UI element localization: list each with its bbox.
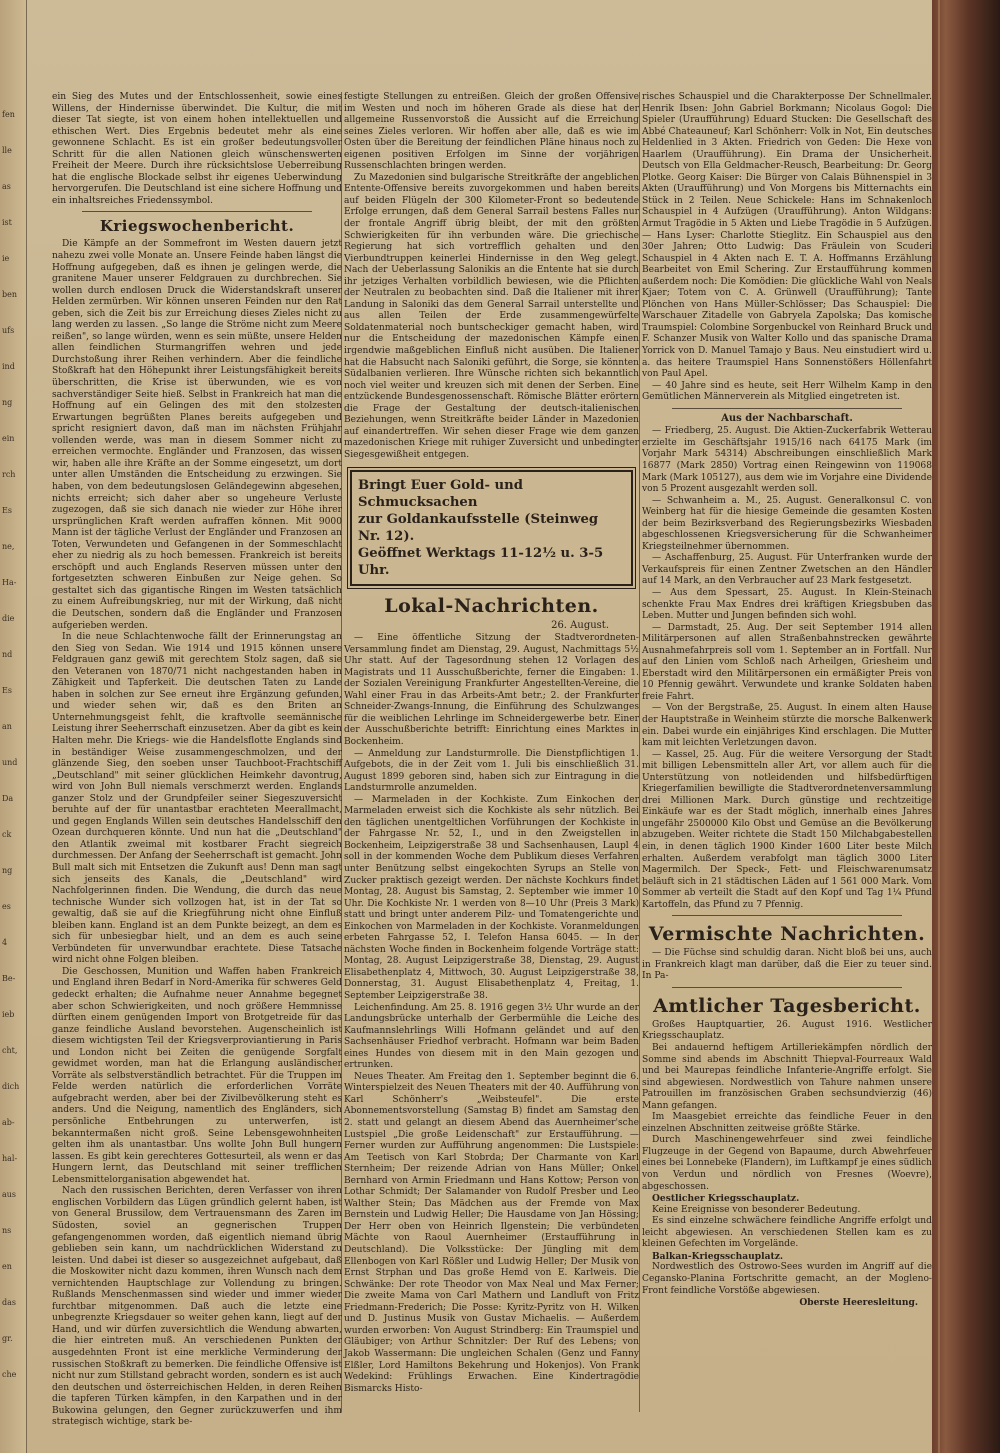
previous-page-fragment: an (2, 722, 12, 731)
report-signature: Oberste Heeresleitung. (799, 1297, 918, 1309)
intro-paragraph: ein Sieg des Mutes und der Entschlossenheit, sowie eines Willens, der Hindernisse überwindet. Die Kultur, die mit dieser Tat siegte, ist von einem hohen intellektuellen und ethischen Wert. Dies Ergebnis bedeutet mehr als eine gewonnene Schlacht. Es ist ein großer bedeutungsvoller Schritt für die allen Nationen gleich wünschenswerten Freiheit der Meere. Durch ihre rücksichtslose Ueberreibung hat die englische Blockade selbst ihr eigenes Ueberwindung hervorgerufen. Die Deutschland ist eine sichere Hoffnung und ein inhaltsreiches Friedenssymbol. (52, 92, 342, 206)
previous-page-fragment: ind (2, 362, 15, 371)
dateline: 26. August. (551, 619, 609, 631)
article-paragraph: — 40 Jahre sind es heute, seit Herr Wilhelm Kamp in den Gemütlichen Männerverein als Mitglied eingetreten ist. (642, 380, 932, 403)
previous-page-fragment: en (2, 1262, 12, 1271)
previous-page-fragment: rch (2, 470, 16, 479)
section-divider (82, 211, 312, 212)
report-paragraph: Bei andauernd heftigem Artilleriekämpfen nördlich der Somme sind abends im Abschnitt Thiepval-Fourreaux Wald und bei Maurepas feindliche Infanterie-Angriffe erfolgt. Sie sind abgewiesen. Nordwestlich von Tahure nahmen unsere Patrouillen im französischen Graben sechsundvierzig (46) Mann gefangen. (642, 1043, 932, 1111)
previous-page-fragment: ie (2, 254, 10, 263)
book-binding (932, 0, 1000, 1453)
section-divider (672, 915, 902, 916)
article-paragraph: — Darmstadt, 25. Aug. Der seit September 1914 allen Militärpersonen auf allen Straßenbahnstrecken gewährte Ausnahmefahrpreis soll vom 1. September an in Fortfall. Nur auf den Linien vom Schloß nach Arheilgen, Griesheim und Eberstadt wird den Militärpersonen ein ermäßigter Preis von 10 Pfennig gewährt. Verwundete und kranke Soldaten haben freie Fahrt. (642, 622, 932, 702)
section-divider (672, 408, 902, 409)
column-3 (642, 92, 932, 1412)
previous-page-fragment: ab- (2, 1118, 15, 1127)
previous-page-fragment: ieb (2, 1010, 15, 1019)
article-paragraph: Die Kämpfe an der Sommefront im Westen dauern jetzt nahezu zwei volle Monate an. Unsere Feinde haben längst die Hoffnung aufgegeben, daß es ihnen je gelingen werde, die granitene Mauer unserer Feldgrauen zu durchbrechen. Sie wollen durch endlosen Druck die Widerstandskraft unserer Helden zermürben. Wir können unseren Feinden nur den Rat geben, sich die Zeit bis zur Erreichung dieses Zieles nicht zu lang werden zu lassen. „So lange die Ströme nicht zum Meere reißen", so lange würden, wenn es sein müßte, unsere Helden allen feindlichen Sturmangriffen wehren und jede Durchstoßung ihrer Reihen verhindern. Aber die feindliche Stoßkraft hat den Höhepunkt ihrer Leistungsfähigkeit bereits überschritten, die Krise ist überwunden, wie es von sachverständiger Seite hieß. Selbst in Frankreich hat man die Hoffnung auf ein Gelingen des mit den stolzesten Erwartungen begrüßten Planes bereits aufgegeben und spricht resigniert davon, daß man im nächsten Frühjahr vollenden werde, was man in diesem Sommer nicht zu erreichen vermochte. Engländer und Franzosen, das wissen wir, haben alle ihre Kräfte an der Somme eingesetzt, um dort unter allen Umständen die Entscheidung zu erzwingen. Sie haben, von dem bedeutungslosen Geländegewinn abgesehen, nichts erreicht; sich daher aber so ungeheure Verluste zugezogen, daß sie sich danach nie wieder zur Höhe ihrer ursprünglichen Kraft werden aufraffen können. Mit 9000 Mann ist der tägliche Verlust der Engländer und Franzosen an Toten, Verwundeten und Gefangenen in der Sommeschlacht eher zu niedrig als zu hoch bemessen. Frankreich ist bereits erschöpft und auch Englands Reserven müssen unter den fortgesetzten schweren Einbußen zur Neige gehen. So gestaltet sich das gigantische Ringen im Westen tatsächlich zu einem Aufreibungskrieg, nur mit der Wirkung, daß nicht die Deutschen, sondern daß die Engländer und Franzosen aufgerieben werden. (52, 239, 342, 631)
previous-page-fragment: Be- (2, 974, 16, 983)
article-paragraph: risches Schauspiel und die Charakterposse Der Schnellmaler. Henrik Ibsen: John Gabriel Borkmann; Nicolaus Gogol: Die Spieler (Uraufführung) Eduard Stucken: Die Gesellschaft des Abbé Chateauneuf; Karl Schönherr: Volk in Not, Ein deutsches Heldenlied in 3 Akten. Friedrich von Geden: Die Hexe von Haarlem (Uraufführung). Ein Drama der Unsicherheit. Deutsch von Ella Geldmacher-Reusch, Bearbeitung: Dr. Georg Plotke. Georg Kaiser: Die Bürger von Calais Bühnenspiel in 3 Akten (Uraufführung) und Von Morgens bis Mitternachts ein Stück in 2 Teilen. Neue Schickele: Hans im Schnakenloch Schauspiel in 4 Aufzügen (Uraufführung). Anton Wildgans: Armut Tragödie in 5 Akten und Liebe Tragödie in 5 Aufzügen. — Hans Lyser: Charlotte Stieglitz. Ein Schauspiel aus den 30er Jahren; Otto Ludwig: Das Fräulein von Scuderi Schauspiel in 4 Akten nach E. T. A. Hoffmanns Erzählung Bearbeitet von Emil Schering. Zur Erstaufführung kommen außerdem noch: Die Komödien: Die glückliche Wahl von Neals Kjaer; Totem von C. A. Grünwell (Uraufführung); Tante Plönchen von Hans Müller-Schlösser; Das Schauspiel: Die Warschauer Zitadelle von Gabryela Zapolska; Das komische Traumspiel: Colombine Sorgenbuckel von Reinhard Bruck und F. Schanzer Musik von Walter Kollo und das spanische Drama Yorrick von D. Manuel Tamajo y Baus. Neu einstudiert wird u. a. das heitere Traumspiel Hans Sonnenstößers Höllenfahrt von Paul Apel. (642, 92, 932, 380)
ad-line: Bringt Euer Gold- und Schmucksachen (358, 477, 523, 510)
previous-page-margin (0, 0, 27, 1453)
previous-page-fragment: ben (2, 290, 18, 299)
article-paragraph: Neues Theater. Am Freitag den 1. September beginnt die 6. Winterspielzeit des Neuen Theaters mit der 40. Aufführung von Karl Schönherr's „Weibsteufel". Die erste Abonnementsvorstellung (Samstag B) findet am Samstag den 2. statt und gelangt an diesem Abend das Auernheimer'sche Lustspiel „Die große Leidenschaft" zur Erstaufführung. — Ferner wurden zur Aufführung angenommen: Die Lustspiele: Am Teetisch von Karl Stobrda; Der Charmante von Karl Sternheim; Der reizende Adrian von Hans Müller; Onkel Bernhard von Armin Friedmann und Hans Kottow; Person von Lothar Schmidt; Der Salamander von Rudolf Presber und Leo Walther Stein; Das Mädchen aus der Fremde von Max Bernstein und Ludwig Heller; Die Hausdame von Jan Hössing; Der Herr oben von Heinrich Ilgenstein; Die verbündeten Mächte von Raoul Auernheimer (Erstaufführung in Deutschland). Die Volksstücke: Der Jüngling mit dem Ellenbogen von Karl Rößler und Ludwig Heller; Der Musik von Ernst Strphan und Das große Hemd von E. Karlweis. Die Schwänke: Der rote Theodor von Max Neal und Max Ferner; Die zweite Mama von Carl Mathern und Landluft von Fritz Friedmann-Frederich; Die Posse: Kyritz-Pyritz von H. Wilken und D. Justinus Musik von Gustav Michaelis. — Außerdem wurden erworben: Von August Strindberg: Ein Traumspiel und Gläubiger; von Arthur Schnitzler: Der Ruf des Lebens; von Jakob Wassermann: Die ungleichen Schalen (Genz und Fanny Elßler, Lord Hamiltons Bekehrung und Hokenjos). Von Frank Wedekind: Frühlings Erwachen. Eine Kindertragödie Bismarcks Histo- (344, 1071, 639, 1394)
article-paragraph: festigte Stellungen zu entreißen. Gleich der großen Offensive im Westen und noch im höheren Grade als diese hat der allgemeine Russenvorstoß die Aussicht auf die Erreichung seines Zieles verloren. Wir hoffen aber alle, daß es wie im Osten über die Bereitung der feindlichen Pläne hinaus noch zu eigenen positiven Erfolgen im Sinne der vorjährigen Russenschlachten bringen werden. (344, 92, 639, 172)
report-paragraph: Nordwestlich des Ostrowo-Sees wurden im Angriff auf die Cegansko-Planina Fortschritte gemacht, an der Mogleno-Front feindliche Vorstöße abgewiesen. (642, 1262, 932, 1296)
amtlicher-tagesbericht-heading: Amtlicher Tagesbericht. (653, 994, 921, 1017)
ad-line: Geöffnet Werktags 11-12½ u. 3-5 Uhr. (358, 545, 604, 578)
previous-page-fragment: Ha- (2, 578, 17, 587)
article-paragraph: Nach den russischen Berichten, deren Verfasser von ihren englischen Vorbildern das Lügen gründlich gelernt haben, ist von General Brussilow, dem Vertrauensmann des Zaren im Südosten, soviel an gegnerischen Truppen gefangengenommen worden, daß eigentlich niemand übrig geblieben sein kann, um nachdrücklichen Widerstand zu leisten. Und dabei ist dieser so ausgezeichnet aufgebaut, daß die Moskowiter nicht dazu kommen, ihren Wunsch nach dem vernichtenden Hauptschlage zur Vollendung zu bringen. Rußlands Menschenmassen sind wieder und immer wieder furchtbar mitgenommen. Daß auch die letzte eine unbegrenzte Kriegsdauer so weiter gehen kann, liegt auf der Hand, und wir dürfen zuversichtlich die Wendung abwarten, die hier eintreten muß. An verschiedenen Punkten der ausgedehnten Front ist eine merkliche Verminderung der russischen Stoßkraft zu bemerken. Die feindliche Offensive ist nicht nur zum Stillstand gebracht worden, sondern es ist auch den deutschen und österreichischen Helden, in deren Reihen die tapferen Türken kämpfen, in den Karpathen und in der Bukowina gelungen, den Gegner zurückzuwerfen und ihm strategisch wichtige, stark be- (52, 1186, 342, 1428)
previous-page-fragment: ne, (2, 542, 15, 551)
report-paragraph: Keine Ereignisse von besonderer Bedeutung. (652, 1204, 861, 1215)
previous-page-fragment: Da (2, 794, 14, 803)
previous-page-fragment: es (2, 902, 11, 911)
article-paragraph: Zu Mazedonien sind bulgarische Streitkräfte der angeblichen Entente-Offensive bereits zuvorgekommen und haben bereits auf beiden Flügeln der 300 Kilometer-Front so bedeutende Erfolge errungen, daß dem General Sarrail bestens Falles nur der frontale Angriff übrig bleibt, der mit den größten Schwierigkeiten für ihn verbunden wäre. Die griechische Regierung hat sich vortrefflich gehalten und den Vierbundtruppen keinerlei Hindernisse in den Weg gelegt. Nach der Ueberlassung Salonikis an die Entente hat sie durch ihr jetziges Verhalten vorbildlich bewiesen, wie die Pflichten der Neutralen zu beobachten sind. Daß die Italiener mit ihrer Landung in Saloniki das dem General Sarrail unterstellte und aus allen Teilen der Erde zusammengewürfelte Soldatenmaterial noch buntscheckiger gemacht haben, wird nur die Entscheidung der mazedonischen Kämpfe einen irgendwie maßgeblichen Einfluß nicht ausüben. Die Italiener hat die Habsucht nach Saloniki geführt, die Sorge, sie könnten Südalbanien verlieren. Ihre Wünsche richten sich bekanntlich noch viel weiter und kreuzen sich mit denen der Serben. Eine entzückende Bundesgenossenschaft. Römische Blätter erörtern die Frage der Gestaltung der deutsch-italienischen Beziehungen, wenn Streitkräfte beider Länder in Mazedonien auf einandertreffen. Wir sehen dieser Frage wie dem ganzen mazedonischen Kriege mit ruhiger Zuversicht und unbedingter Siegesgewißheit entgegen. (344, 172, 639, 460)
article-paragraph: — Schwanheim a. M., 25. August. Generalkonsul C. von Weinberg hat für die hiesige Gemeinde die gesamten Kosten der beim Bezirksverband des Regierungsbezirks Wiesbaden abgeschlossenen Kriegsversicherung für die Schwanheimer Kriegsteilnehmer übernommen. (642, 495, 932, 552)
previous-page-fragment: ck (2, 830, 12, 839)
ad-line: zur Goldankaufsstelle (Steinweg Nr. 12). (358, 511, 599, 544)
column-2 (344, 92, 639, 1412)
nachbarschaft-heading: Aus der Nachbarschaft. (721, 412, 853, 424)
previous-page-fragment: fen (2, 110, 15, 119)
column-rule (639, 92, 640, 1412)
previous-page-fragment: Es (2, 686, 12, 695)
article-paragraph: — Anmeldung zur Landsturmrolle. Die Dienstpflichtigen 1. Aufgebots, die in der Zeit vom 1. Juli bis einschließlich 31. August 1899 geboren sind, haben sich zur Eintragung in die Landsturmrolle anzumelden. (344, 748, 639, 794)
report-paragraph: Es sind einzelne schwächere feindliche Angriffe erfolgt und leicht abgewiesen. An verschiedenen Stellen kam es zu kleinen Gefechten im Vorgelände. (642, 1216, 932, 1250)
previous-page-fragment: 4 (2, 938, 8, 947)
previous-page-fragment: lle (2, 146, 12, 155)
previous-page-fragment: gr. (2, 1334, 13, 1343)
previous-page-fragment: ein (2, 434, 15, 443)
article-paragraph: — Friedberg, 25. August. Die Aktien-Zuckerfabrik Wetterau erzielte im Geschäftsjahr 1915/16 nach 64175 Mark (im Vorjahr Mark 54314) Abschreibungen einschließlich Mark 16877 (Mark 2850) Vortrag einen Reingewinn von 119068 Mark (Mark 105127), aus dem wie im Vorjahre eine Dividende von 5 Prozent ausgezahlt werden soll. (642, 426, 932, 495)
article-paragraph: — Kassel, 25. Aug. Für die weitere Versorgung der Stadt mit billigen Lebensmitteln aller Art, vor allem auch für die Unterstützung von notleidenden und hilfsbedürftigen Kriegerfamilien bewilligte die Stadtverordnetenversammlung drei Millionen Mark. Durch günstige und rechtzeitige Einkäufe war es der Stadt möglich, innerhalb eines Jahres ungefähr 2500000 Kilo Obst und Gemüse an die Bevölkerung abzugeben. Weiter richtete die Stadt 150 Milchabgabestellen ein, in denen täglich 1900 Kinder 1600 Liter beste Milch erhalten. Außerdem verabfolgt man täglich 3000 Liter Magermilch. Der Speck-, Fett- und Fleischwarenumsatz beläuft sich in 21 städtischen Läden auf 1 561 000 Mark. Vom Sommer ab verteilt die Stadt auf den Kopf und Tag 1¼ Pfund Kartoffeln, das Pfund zu 7 Pfennig. (642, 749, 932, 910)
previous-page-fragment: ns (2, 1226, 12, 1235)
article-paragraph: Die Geschossen, Munition und Waffen haben Frankreich und England ihren Bedarf in Nord-Amerika für schweres Geld gedeckt erhalten; die Aufnahme neuer Annahme begegnet aber schon Schwierigkeiten, und noch größere Hemmnisse dürften einem genügenden Import von Brotgetreide für das ganze feindliche Ausland bevorstehen. Augenscheinlich ist diesem wichtigsten Teil der Kriegsverproviantierung in Paris und London nicht bei Zeiten die genügende Sorgfalt gewidmet worden, man hat die Erlangung ausländischer Vorräte als selbstverständlich betrachtet. Für die Truppen im Felde werden natürlich die erforderlichen Vorräte aufgebracht werden, aber bei der Zivilbevölkerung steht es anders. Und die Neigung, namentlich des Engländers, sich persönliche Entbehrungen zu unterwerfen, ist bekanntermaßen nicht groß. Seine Lebensgewohnheiten gelten ihm als unantastbar. Uns wollte John Bull hungern lassen. Es gibt kein gerechteres Gottesurteil, als wenn er das Hungern lernt, das Deutschland mit seiner trefflichen Lebensmittelorganisation abgewendet hat. (52, 966, 342, 1185)
previous-page-fragment: cht, (2, 1046, 18, 1055)
previous-page-fragment: und (2, 758, 18, 767)
report-subheading: Oestlicher Kriegsschauplatz. (652, 1193, 800, 1205)
article-paragraph: — Eine öffentliche Sitzung der Stadtverordneten-Versammlung findet am Dienstag, 29. August, Nachmittags 5½ Uhr statt. Auf der Tagesordnung stehen 12 Vorlagen des Magistrats und 11 Ausschußberichte, ferner die Eingaben: 1. der Sozialen Vereinigung Frankfurter Angestellten-Vereine, die Wahl einer Frau in das Arbeits-Amt betr.; 2. der Frankfurter Schneider-Zwangs-Innung, die Einführung des Schulzwanges für die weiblichen Lehrlinge im Schneidergewerbe betr. Einer der Ausschußberichte betrifft: Einrichtung eines Marktes in Bockenheim. (344, 633, 639, 747)
report-paragraph: Im Maasgebiet erreichte das feindliche Feuer in den einzelnen Abschnitten zeitweise größte Stärke. (642, 1112, 932, 1134)
previous-page-fragment: ufs (2, 326, 15, 335)
kriegswochenbericht-heading: Kriegswochenbericht. (99, 217, 295, 236)
previous-page-fragment: Es (2, 506, 12, 515)
gold-collection-advertisement (350, 470, 633, 586)
report-intro: Großes Hauptquartier, 26. August 1916. Westlicher Kriegsschauplatz. (642, 1019, 932, 1042)
previous-page-fragment: nd (2, 650, 13, 659)
article-paragraph: Leichenfindung. Am 25. 8. 1916 gegen 3½ Uhr wurde an der Landungsbrücke unterhalb der Gerbermühle die Leiche des Kaufmannslehrlings Willi Hofmann geländet und auf den Sachsenhäuser Friedhof verbracht. Hofmann war beim Baden eines Hundes von diesem mit in den Main gezogen und ertrunken. (344, 1002, 639, 1071)
previous-page-fragment: ng (2, 866, 13, 875)
previous-page-fragment: das (2, 1298, 16, 1307)
lokal-nachrichten-heading: Lokal-Nachrichten. (384, 594, 599, 617)
column-1 (52, 92, 342, 1428)
previous-page-fragment: ist (2, 218, 12, 227)
previous-page-fragment: hal- (2, 1154, 18, 1163)
article-paragraph: In die neue Schlachtenwoche fällt der Erinnerungstag an den Sieg von Sedan. Wie 1914 und 1915 können unsere Feldgrauen ganz gewiß mit gerechtem Stolz sagen, daß sie den Veteranen von 1870/71 nicht nachgestanden haben in Zähigkeit und Tapferkeit. Die deutschen Taten zu Lande haben in solchen zur See erneut ihre Ergänzung gefunden, und wieder sehen wir, daß es den Briten an Unternehmungsgeist fehlt, die kraftvolle seemännische Leistung ihrer Seeherrschaft einzusetzen. Aber da gibt es kein Halten mehr. Die Kriegs- wie die Handelsflotte Englands sind in beständiger Weise zusammengeschmolzen, und der glänzende Sieg, den soeben unser Tauchboot-Frachtschiff „Deutschland" mit seiner glücklichen Heimkehr davontrug, wird von John Bull niemals verschmerzt werden. Englands ganzer Stolz und der Grundpfeiler seiner Siegeszuversicht beruhte auf der für unantastbar erachteten Meerallmacht, und gegen Englands Willen sein deutsches Handelsschiff den Ozean durchqueren könnte. Und nun hat die „Deutschland" den Atlantik zweimal mit kostbarer Fracht siegreich durchmessen. Der Anfang der Seeherrschaft ist gemacht. John Bull malt sich mit Entsetzen die Zukunft aus! Denn man sagt sich jenseits des Kanals, die „Deutschland" wird Nachfolgerinnen finden. Die Wendung, die durch das neue technische Wunder sich vollzogen hat, ist in der Tat so gewaltig, daß sie auf die Kriegführung nicht ohne Einfluß bleiben kann. England ist an dem Punkte beizegt, an dem es sich für unbesiegbar hielt, und an dem es auch seine Verbündeten für unverwundbar erachtete. Diese Tatsache wird nicht ohne Folgen bleiben. (52, 632, 342, 966)
article-paragraph: — Von der Bergstraße, 25. August. In einem alten Hause der Hauptstraße in Weinheim stürzte die morsche Balkenwerk ein. Dabei wurde ein einjähriges Kind erschlagen. Die Mutter kam mit leichten Verletzungen davon. (642, 703, 932, 749)
article-paragraph: — Marmeladen in der Kochkiste. Zum Einkochen der Marmeladen erweist sich die Kochkiste als sehr nützlich. Bei den täglichen unentgeltlichen Vorführungen der Kochkiste in der Fahrgasse Nr. 52, I., und in den Zweigstellen in Bockenheim, Leipzigerstraße 38 und Sachsenhausen, Laupl 4 soll in der kommenden Woche dem Publikum dieses Verfahren unter Benützung selbst eingekochten Syrups an Stelle von Zucker praktisch gezeigt werden. Der nächste Kochkurs findet Montag, 28. August bis Samstag, 2. September wie immer 10 Uhr. Die Kochkiste Nr. 1 werden von 8—10 Uhr (Preis 3 Mark) statt und bringt unter anderem Pilz- und Tomatengerichte und Einkochen von Marmeladen in der Kochkiste. Voranmeldungen erbeten Fahrgasse 52, I. Telefon Hansa 6045. — In der nächsten Woche finden in Bockenheim folgende Vorträge statt: Montag, 28. August Leipzigerstraße 38, Dienstag, 29. August Elisabethenplatz 4, Mittwoch, 30. August Leipzigerstraße 38, Donnerstag, 31. August Elisabethenplatz 4, Freitag, 1. September Leipzigerstraße 38. (344, 794, 639, 1001)
report-subheading: Balkan-Kriegsschauplatz. (652, 1250, 784, 1262)
article-paragraph: — Aschaffenburg, 25. August. Für Unterfranken wurde der Verkaufspreis für einen Zentner Zwetschen an den Händler auf 14 Mark, an den Verbraucher auf 23 Mark festgesetzt. (642, 553, 932, 587)
previous-page-fragment: che (2, 1370, 17, 1379)
previous-page-fragment: dich (2, 1082, 20, 1091)
article-paragraph: — Aus dem Spessart, 25. August. In Klein-Steinach schenkte Frau Max Endres drei kräftigen Kriegsbuben das Leben. Mutter und Jungen befinden sich wohl. (642, 587, 932, 622)
previous-page-fragment: die (2, 614, 15, 623)
previous-page-fragment: aus (2, 1190, 17, 1199)
vermischte-nachrichten-heading: Vermischte Nachrichten. (648, 923, 926, 946)
previous-page-fragment: as (2, 182, 11, 191)
section-divider (672, 987, 902, 988)
article-paragraph: — Die Füchse sind schuldig daran. Nicht bloß bei uns, auch in Frankreich klagt man darüber, daß die Eier zu teuer sind. In Pa- (642, 948, 932, 982)
page-content (28, 92, 932, 1432)
previous-page-fragment: ng (2, 398, 13, 407)
report-paragraph: Durch Maschinengewehrfeuer sind zwei feindliche Flugzeuge in der Gegend von Bapaume, durch Abwehrfeuer eines bei Lonnebeke (Flandern), im Luftkampf je eines südlich von Verdun und nördlich von Fresnes (Woevre), abgeschossen. (642, 1135, 932, 1192)
